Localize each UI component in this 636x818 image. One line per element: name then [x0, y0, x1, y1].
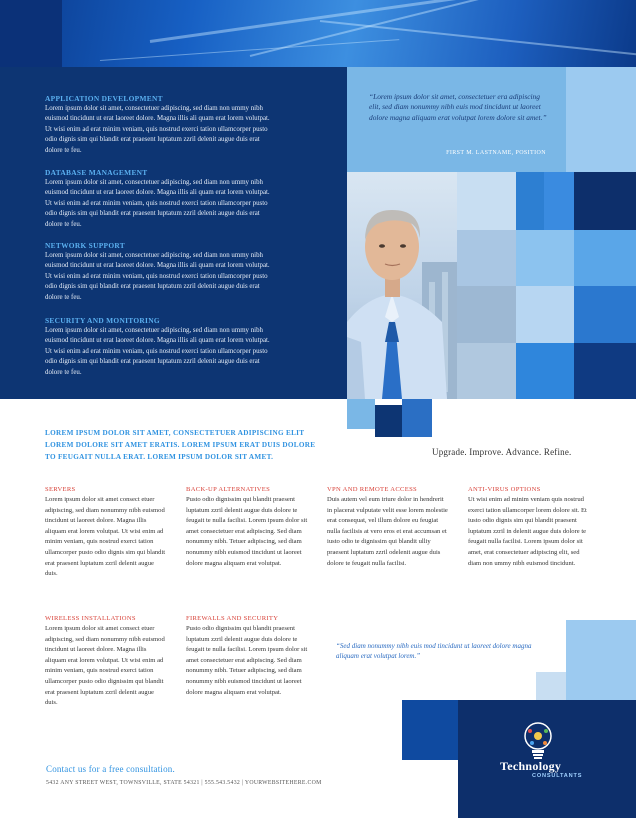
section-body: Lorem ipsum dolor sit amet, consectetuer adipiscing, sed diam non ummy nibh euismod tincidunt ut erat laoreet dolore. Magna illis ali quam erat lorem volutpat. Ut wisi enim ad erat minim veniam, quis nostrud exerci tation ullamcorper pusto odio dignis sim qui blandit erat praesent luptatum zzril delenit augue duis erat dolore te feu. [45, 105, 270, 154]
decor-tile [457, 230, 516, 286]
section-network-support [45, 241, 271, 303]
businessman-photo [347, 172, 457, 399]
decor-tile [536, 672, 566, 700]
decor-tile [375, 405, 403, 437]
service-wireless [45, 614, 167, 709]
decor-tile [566, 67, 636, 172]
section-heading: NETWORK SUPPORT [45, 241, 126, 250]
banner-corner-square [0, 0, 62, 67]
contact-address: 5432 ANY STREET WEST, TOWNSVILLE, STATE 54321 | 555.543.5432 | YOURWEBSITEHERE.COM [46, 780, 322, 786]
section-body: Lorem ipsum dolor sit amet, consectetuer adipiscing, sed diam non ummy nibh euismod tincidunt ut erat laoreet dolore. Magna illis ali quam erat lorem volutpat. Ut wisi enim ad erat minim veniam, quis nostrud exerci tation ullamcorper pusto odio dignis sim qui blandit erat praesent luptatum zzril delenit augue duis erat dolore te feu. [45, 252, 270, 301]
decor-tile [457, 343, 516, 399]
decor-tile [516, 230, 574, 286]
service-backup [186, 485, 308, 569]
tagline-line-2: LOREM DOLORE SIT AMET ERATIS. LOREM IPSUM ERAT DUIS DOLORE [45, 441, 316, 449]
service-vpn [327, 485, 449, 569]
decor-tile [347, 399, 375, 429]
section-heading: DATABASE MANAGEMENT [45, 168, 148, 177]
businessman-illustration [347, 172, 457, 399]
testimonial-attribution: FIRST M. LASTNAME, POSITION [446, 150, 546, 156]
testimonial-quote: “Lorem ipsum dolor sit amet, consectetuer era adipiscing elit, sed diam nonummy nibh euis mod tincidunt ut laoreet dolore magna aliquam erat volutpat lorem dolore sit amet.” [369, 92, 547, 122]
header-banner [0, 0, 636, 67]
section-security-monitoring [45, 316, 271, 378]
decor-tile [574, 343, 636, 399]
section-body: Lorem ipsum dolor sit amet, consectetuer adipiscing, sed diam non ummy nibh euismod tincidunt ut erat laoreet dolore. Magna illis ali quam erat lorem volutpat. Ut wisi enim ad erat minim veniam, quis nostrud exerci tation ullamcorper pusto odio dignis sim qui blandit erat praesent luptatum zzril delenit augue duis erat dolore te feu. [45, 179, 270, 228]
decor-tile [574, 172, 636, 230]
service-body: Duis autem vel eum iriure dolor in hendrerit in placerat vulputate velit esse lorem molestie erat consequat, vel illum dolore eu feugiat nulla facilisis at vero eros et erat accumsan et iusto odio te dignissim qui blandit ulliy praesent luptatum zzril odelenit augue duis dolore te feugait nulla facilisi. [327, 496, 448, 567]
section-body: Lorem ipsum dolor sit amet, consectetuer adipiscing, sed diam non ummy nibh euismod tincidunt ut erat laoreet dolore. Magna illis ali quam erat lorem volutpat. Ut wisi enim ad erat minim veniam, quis nostrud exerci tation ullamcorper pusto odio dignis sim qui blandit erat praesent luptatum zzril delenit augue duis erat dolore te feu. [45, 327, 270, 376]
service-body: Ut wisi enim ad minim veniam quis nostrud exerci tation ullamcorper lorem dolore sit. Et iusto odio dignis sim qui blandit praesent luptatum zzril in delenit augue duis dolore te feugait nulla facilisi. Lorem ipsum dolor sit amet, erat consectetuer adipiscing elit, sed diam non ummy nibh euismod tincidunt. [468, 496, 587, 567]
section-database-management [45, 168, 271, 230]
decor-tile [457, 286, 516, 343]
section-heading: SECURITY AND MONITORING [45, 316, 160, 325]
service-antivirus [468, 485, 590, 569]
service-servers [45, 485, 167, 580]
service-heading: VPN AND REMOTE ACCESS [327, 486, 418, 493]
bottom-quote: “Sed diam nonummy nibh euis mod tincidunt ut laoreet dolore magna aliquam erat volutpat lorem.” [336, 642, 532, 661]
decor-tile [516, 286, 574, 343]
tagline-line-1: LOREM IPSUM DOLOR SIT AMET, CONSECTETUER ADIPISCING ELIT [45, 429, 305, 437]
service-heading: ANTI-VIRUS OPTIONS [468, 486, 541, 493]
service-heading: SERVERS [45, 486, 76, 493]
service-heading: WIRELESS INSTALLATIONS [45, 615, 136, 622]
decor-tile [516, 172, 544, 230]
slogan: Upgrade. Improve. Advance. Refine. [432, 447, 572, 457]
decor-tile [457, 172, 516, 230]
service-body: Lorem ipsum dolor sit amet consect etuer adipiscing, sed diam nonummy nibh euismod tincidunt ut laoreet dolore. Magna illis aliquam erat lorem volutpat. Ut wisi enim ad minim veniam, quis nostrud exerci tation ullamcorper pusto odio dignis sim qui blandit erat praesent luptatum zzril delenit augue duis. [45, 496, 166, 578]
services-panel [0, 67, 347, 399]
decor-tile [566, 620, 636, 700]
decor-tile [516, 343, 574, 399]
service-body: Lorem ipsum dolor sit amet consect etuer adipiscing, sed diam nonummy nibh euismod tincidunt ut laoreet dolore. Magna illis aliquam erat lorem volutpat. Ut wisi enim ad minim veniam, quis nostrud exerci tation ullamcorper pusto odio dignissim qui blandit erat praesent luptatum zzril delenit augue duis. [45, 625, 165, 707]
contact-cta: Contact us for a free consultation. [46, 764, 175, 774]
service-firewalls [186, 614, 308, 698]
section-application-development [45, 94, 271, 156]
service-body: Pusto odio dignissim qui blandit praesent luptatum zzril delenit augue duis dolore te feugait te nulla facilisi. Lorem ipsum dolor sit amet consectetuer erat adipiscing. Sed diam nonummy nibh. Tetuer adipiscing, sed diam nonummy nibh euismod tincidunt ut laoreet dolore magna aliquam erat volutpat. [186, 496, 308, 567]
service-heading: BACK-UP ALTERNATIVES [186, 486, 271, 493]
logo-subtitle: CONSULTANTS [532, 773, 583, 779]
service-heading: FIREWALLS AND SECURITY [186, 615, 279, 622]
service-body: Pusto odio dignissim qui blandit praesent luptatum zzril delenit augue duis dolore te feugait te nulla facilisi. Lorem ipsum dolor sit amet consectetuer erat adipiscing. Sed diam nonummy nibh. Tetuer adipiscing, sed diam nonummy nibh euismod tincidunt ut laoreet dolore magna aliquam erat volutpat. [186, 625, 308, 696]
testimonial-box [347, 67, 566, 172]
logo-name: Technology [500, 759, 562, 773]
decor-tile [402, 700, 458, 760]
decor-tile [574, 230, 636, 286]
decor-tile [544, 172, 574, 230]
tagline-line-3: TO FEUGAIT NULLA ERAT. LOREM IPSUM DOLOR SIT AMET. [45, 453, 274, 461]
section-heading: APPLICATION DEVELOPMENT [45, 94, 163, 103]
decor-tile [574, 286, 636, 343]
decor-tile [402, 399, 432, 437]
